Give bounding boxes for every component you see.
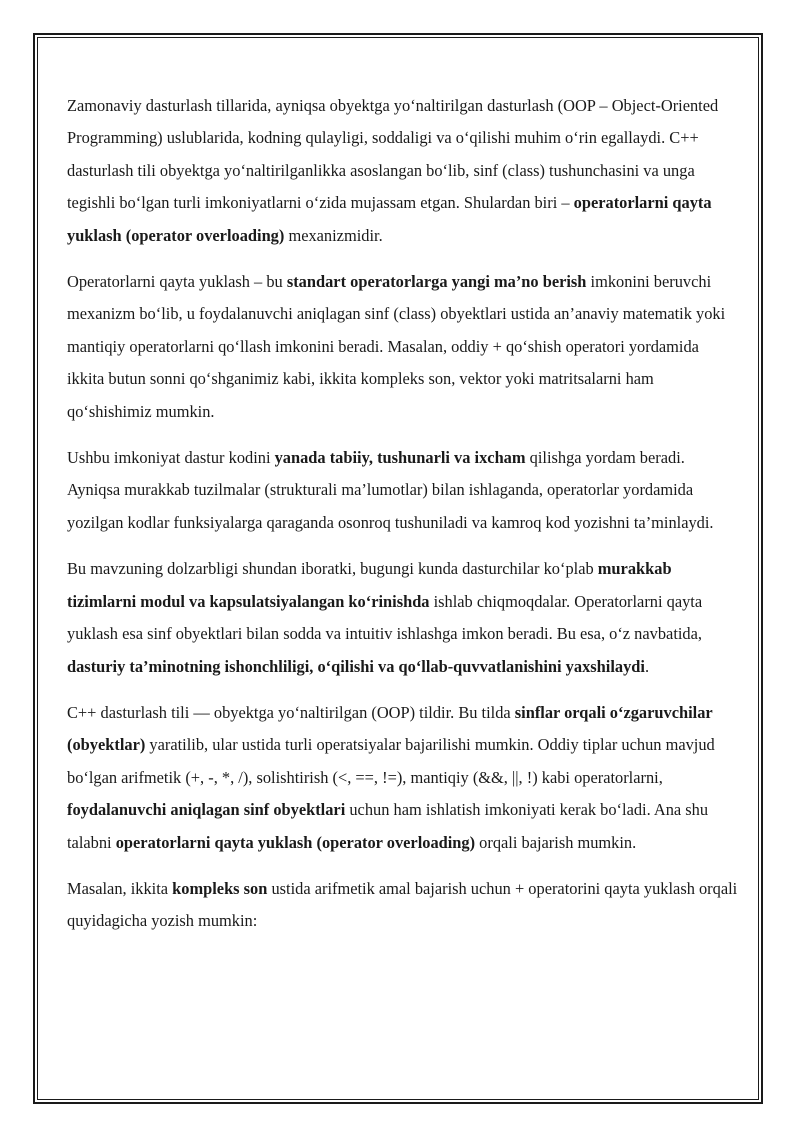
text-run: Operatorlarni qayta yuklash – bu (67, 272, 287, 292)
bold-text-run: sinflar orqali o‘zgaruvchilar (obyektlar) (67, 702, 713, 755)
text-run: Zamonaviy dasturlash tillarida, ayniqsa obyektga yo‘naltirilgan dasturlash (OOP – Object-Oriented Programming) uslublarida, kodning qulayligi, soddaligi va o‘qilishi muhim o‘rin egallaydi. C++ dasturlash tili obyektga yo‘naltirilganlikka asoslangan bo‘lib, sinf (class) tushunchasini va unga tegishli bo‘lgan turli imkoniyatlarni o‘zida mujassam etgan. Shulardan biri – (67, 96, 719, 213)
text-run: imkonini beruvchi mexanizm bo‘lib, u foydalanuvchi aniqlagan sinf (class) obyektlari ustida an’anaviy matematik yoki mantiqiy operatorlarni qo‘llash imkonini beradi. Masalan, oddiy + qo‘shish operatori yordamida ikkita butun sonni qo‘shganimiz kabi, ikkita kompleks son, vektor yoki matritsalarni ham qo‘shishimiz mumkin. (67, 272, 726, 421)
bold-text-run: kompleks son (172, 878, 268, 898)
bold-text-run: operatorlarni qayta yuklash (operator overloading) (67, 193, 712, 245)
bold-text-run: dasturiy ta’minotning ishonchliligi, o‘qilishi va qo‘llab-quvvatlanishini yaxshilaydi (67, 656, 645, 676)
bold-text-run: murakkab tizimlarni modul va kapsulatsiyalangan ko‘rinishda (67, 559, 672, 611)
paragraph-cpp-oop (67, 697, 739, 859)
bold-text-run: operatorlarni qayta yuklash (operator overloading) (115, 832, 476, 852)
bold-text-run: yanada tabiiy, tushunarli va ixcham (274, 448, 526, 468)
text-run: uchun ham ishlatish imkoniyati kerak bo‘ladi. Ana shu talabni (67, 800, 709, 852)
paragraph-example-intro (67, 873, 739, 938)
paragraph-intro (67, 90, 739, 252)
text-run: mexanizmidir. (284, 225, 383, 245)
document-body (67, 90, 739, 952)
text-run: Ushbu imkoniyat dastur kodini (67, 448, 275, 468)
text-run: orqali bajarish mumkin. (475, 832, 637, 852)
text-run: qilishga yordam beradi. Ayniqsa murakkab tuzilmalar (strukturali ma’lumotlar) bilan ishlaganda, operatorlar yordamida yozilgan kodlar funksiyalarga qaraganda osonroq tushuniladi va kamroq kod yozishni ta’minlaydi. (67, 448, 714, 532)
text-run: C++ dasturlash tili — obyektga yo‘naltirilgan (OOP) tildir. Bu tilda (67, 702, 515, 722)
text-run: yaratilib, ular ustida turli operatsiyalar bajarilishi mumkin. Oddiy tiplar uchun mavjud bo‘lgan arifmetik (+, -, *, /), solishtirish (<, ==, !=), mantiqiy (&&, ||, !) kabi operatorlarni, (67, 735, 715, 787)
text-run: Bu mavzuning dolzarbligi shundan iboratki, bugungi kunda dasturchilar ko‘plab (67, 559, 598, 579)
bold-text-run: foydalanuvchi aniqlagan sinf obyektlari (67, 800, 346, 820)
text-run: ustida arifmetik amal bajarish uchun + operatorini qayta yuklash orqali quyidagicha yozish mumkin: (67, 878, 738, 931)
paragraph-definition (67, 266, 739, 428)
paragraph-benefits (67, 442, 739, 539)
text-run: Masalan, ikkita (67, 878, 173, 898)
bold-text-run: standart operatorlarga yangi ma’no berish (286, 272, 587, 292)
paragraph-relevance (67, 553, 739, 683)
text-run: . (644, 656, 650, 676)
text-run: ishlab chiqmoqdalar. Operatorlarni qayta yuklash esa sinf obyektlari bilan sodda va intuitiv ishlashga imkon beradi. Bu esa, o‘z navbatida, (67, 591, 703, 644)
